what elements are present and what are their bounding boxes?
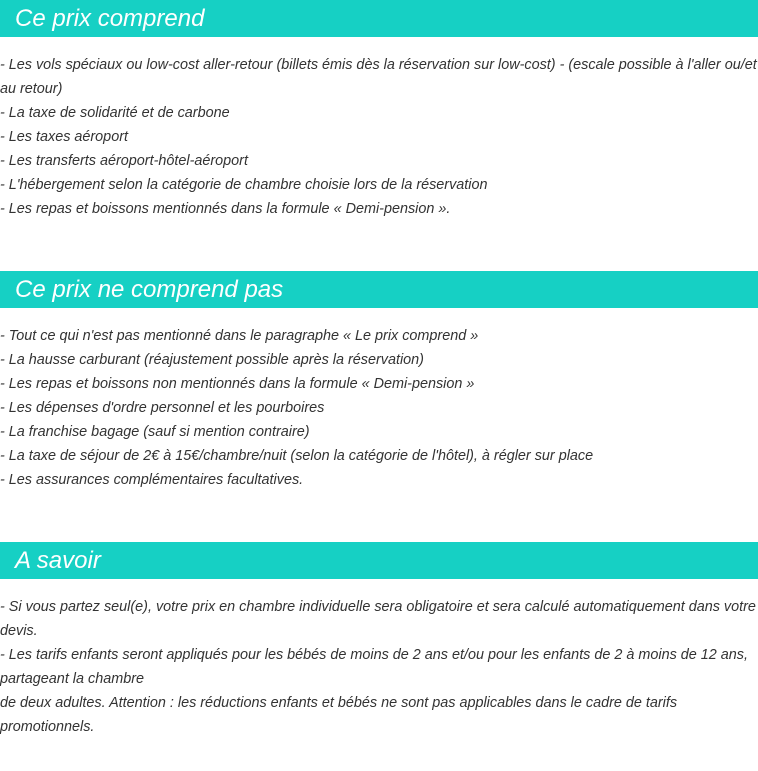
list-item: - La taxe de solidarité et de carbone xyxy=(0,105,230,121)
list-item: - Les tarifs enfants seront appliqués pour les bébés de moins de 2 ans et/ou pour les enfants de 2 à moins de 12 ans, partageant la chambre xyxy=(0,647,748,687)
exclusions-list xyxy=(0,324,758,492)
section-header-bar xyxy=(0,0,758,37)
list-item: - Les transferts aéroport-hôtel-aéroport xyxy=(0,153,248,169)
list-item: - Les dépenses d'ordre personnel et les pourboires xyxy=(0,400,325,416)
section-title: A savoir xyxy=(15,547,101,574)
inclusions-list xyxy=(0,53,758,221)
list-item: - Les repas et boissons mentionnés dans la formule « Demi-pension ». xyxy=(0,201,451,217)
list-item: - La taxe de séjour de 2€ à 15€/chambre/nuit (selon la catégorie de l'hôtel), à régler sur place xyxy=(0,448,594,464)
list-item: de deux adultes. Attention : les réductions enfants et bébés ne sont pas applicables dans le cadre de tarifs promotionnels. xyxy=(0,695,678,735)
section-header-bar xyxy=(0,271,758,308)
list-item: - La franchise bagage (sauf si mention contraire) xyxy=(0,424,310,440)
list-item: - L'hébergement selon la catégorie de chambre choisie lors de la réservation xyxy=(0,177,488,193)
list-item: - Les repas et boissons non mentionnés dans la formule « Demi-pension » xyxy=(0,376,475,392)
section-header-bar xyxy=(0,542,758,579)
section-title: Ce prix comprend xyxy=(15,5,205,32)
section-title: Ce prix ne comprend pas xyxy=(15,276,284,303)
list-item: - Les assurances complémentaires facultatives. xyxy=(0,472,304,488)
list-item: - La hausse carburant (réajustement possible après la réservation) xyxy=(0,352,424,368)
section-price-excludes xyxy=(0,271,758,492)
list-item: - Les taxes aéroport xyxy=(0,129,128,145)
list-item: - Les vols spéciaux ou low-cost aller-retour (billets émis dès la réservation sur low-cost) - (escale possible à l'aller ou/et au retour) xyxy=(0,57,757,97)
list-item: - Tout ce qui n'est pas mentionné dans le paragraphe « Le prix comprend » xyxy=(0,328,479,344)
section-price-includes xyxy=(0,0,758,221)
section-good-to-know xyxy=(0,542,758,739)
notes-list xyxy=(0,595,758,739)
list-item: - Si vous partez seul(e), votre prix en chambre individuelle sera obligatoire et sera calculé automatiquement dans votre devis. xyxy=(0,599,756,639)
